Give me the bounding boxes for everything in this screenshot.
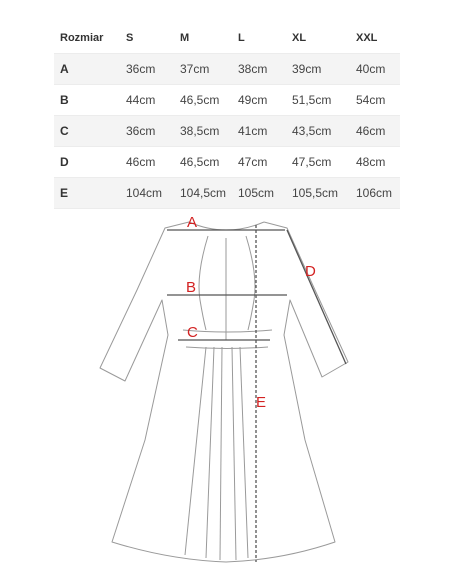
table-cell: 105,5cm (292, 186, 339, 200)
table-cell: 36cm (126, 124, 156, 138)
table-row (54, 85, 400, 116)
table-cell: 47cm (238, 155, 268, 169)
table-cell: 40cm (356, 62, 386, 76)
table-cell: 49cm (238, 93, 268, 107)
table-cell: 104,5cm (180, 186, 227, 200)
table-cell: 39cm (292, 62, 322, 76)
table-cell: 46cm (356, 124, 386, 138)
table-cell: 44cm (126, 93, 156, 107)
table-row (54, 147, 400, 178)
row-label: B (60, 93, 69, 107)
table-cell: 41cm (238, 124, 268, 138)
table-cell: 38cm (238, 62, 268, 76)
label-e: E (256, 394, 267, 411)
header-cell: XL (292, 32, 307, 44)
table-cell: 38,5cm (180, 124, 220, 138)
header-cell: L (238, 32, 245, 44)
table-row (54, 116, 400, 147)
table-cell: 104cm (126, 186, 163, 200)
table-cell: 47,5cm (292, 155, 332, 169)
table-cell: 46,5cm (180, 93, 220, 107)
header-cell: XXL (356, 32, 378, 44)
header-cell: S (126, 32, 134, 44)
label-d: D (305, 263, 316, 280)
table-cell: 105cm (238, 186, 275, 200)
table-cell: 46cm (126, 155, 156, 169)
label-c: C (187, 324, 198, 341)
size-table (54, 23, 400, 209)
label-a: A (187, 214, 198, 231)
table-cell: 54cm (356, 93, 386, 107)
table-cell: 37cm (180, 62, 210, 76)
dress-diagram (0, 205, 452, 584)
label-b: B (186, 279, 197, 296)
row-label: D (60, 155, 69, 169)
table-cell: 43,5cm (292, 124, 332, 138)
table-row (54, 54, 400, 85)
row-label: A (60, 62, 69, 76)
table-cell: 46,5cm (180, 155, 220, 169)
measure-line-d (287, 230, 346, 364)
table-header (54, 23, 400, 54)
table-cell: 51,5cm (292, 93, 332, 107)
table-cell: 106cm (356, 186, 393, 200)
header-cell: Rozmiar (60, 32, 104, 44)
header-cell: M (180, 32, 190, 44)
table-cell: 36cm (126, 62, 156, 76)
row-label: C (60, 124, 69, 138)
row-label: E (60, 186, 69, 200)
table-cell: 48cm (356, 155, 386, 169)
